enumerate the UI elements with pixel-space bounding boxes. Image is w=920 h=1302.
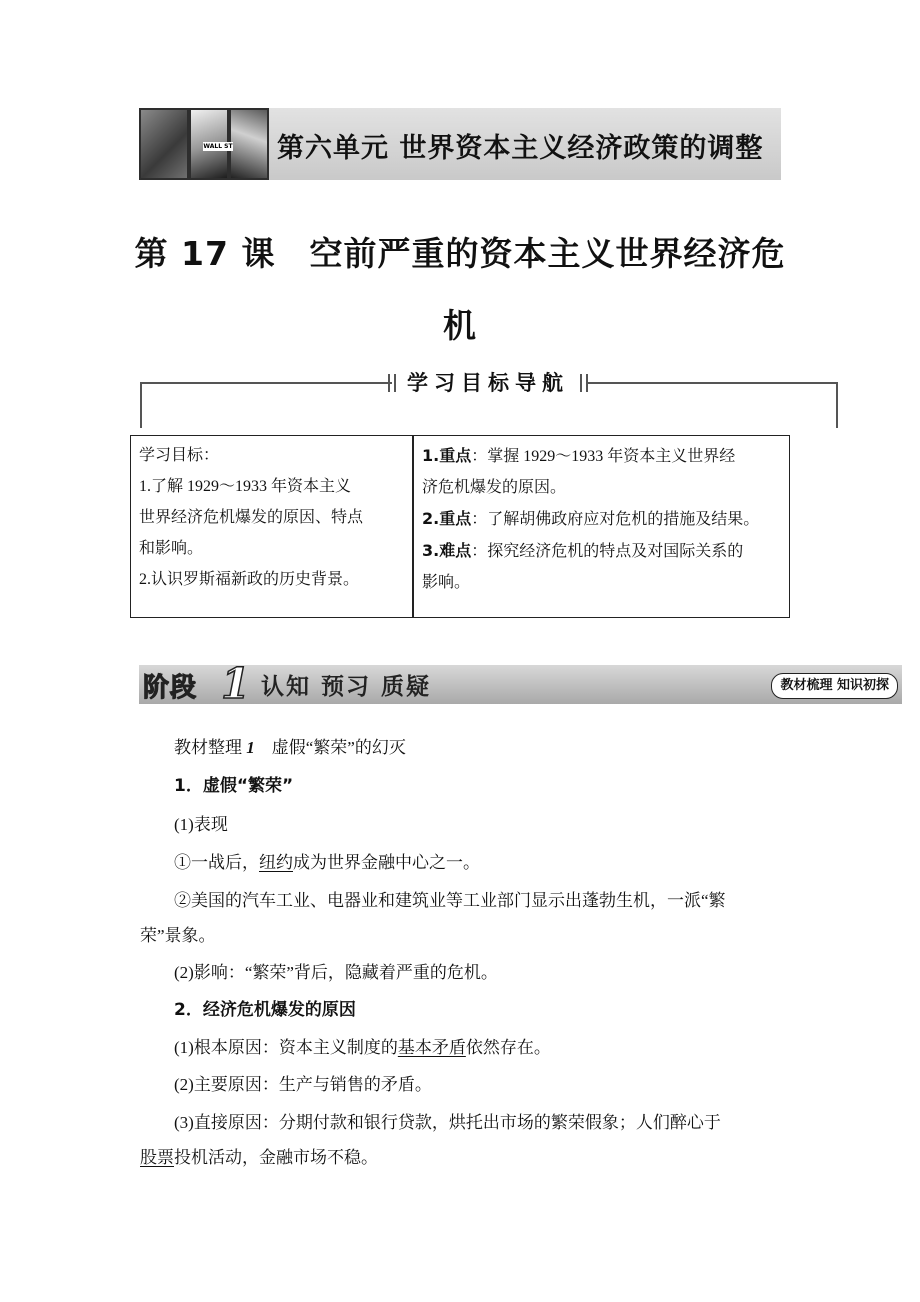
key-point-text: 济危机爆发的原因。 [422, 479, 567, 496]
paragraph [174, 848, 480, 873]
key-point-text: ：了解胡佛政府应对危机的措施及结果。 [471, 511, 760, 528]
underlined-term: 基本矛盾 [397, 1038, 466, 1057]
key-point-num: 3. [422, 541, 440, 560]
unit-title: 第六单元 世界资本主义经济政策的调整 [277, 133, 764, 164]
key-point-text: 影响。 [422, 574, 471, 591]
photo-panel-bull [141, 110, 187, 178]
text: 成为世界金融中心之一。 [293, 853, 480, 872]
goals-line: 和影响。 [139, 540, 204, 557]
text: (1)根本原因：资本主义制度的 [174, 1038, 398, 1057]
unit-banner [139, 108, 781, 180]
stage-number: 1 [221, 659, 251, 708]
section-heading [174, 733, 406, 758]
goals-line: 2.认识罗斯福新政的历史背景。 [139, 571, 360, 588]
paragraph: (2)影响：“繁荣”背后，隐藏着严重的危机。 [174, 963, 498, 982]
lesson-title-line2: 机 [443, 306, 477, 345]
stage-label: 阶段 [143, 673, 198, 703]
key-points-cell [422, 440, 786, 598]
paragraph-continued [140, 1143, 378, 1168]
key-point-tag: 重点 [439, 509, 472, 528]
key-point-text: ：掌握 1929～1933 年资本主义世界经 [471, 448, 736, 465]
section-number: 1 [246, 738, 255, 757]
underlined-term: 纽约 [259, 853, 293, 872]
stage-badge: 教材梳理 知识初探 [771, 673, 898, 699]
key-point-item [422, 535, 786, 567]
key-point-item [422, 440, 786, 472]
header-right-tick [836, 382, 838, 428]
key-point-tag: 难点 [439, 541, 472, 560]
paragraph: (1)表现 [174, 815, 228, 834]
unit-banner-photo [139, 108, 269, 180]
heading-2: 2．经济危机爆发的原因 [174, 1000, 356, 1020]
lesson-title [110, 218, 810, 362]
section-title: 虚假“繁荣”的幻灭 [254, 738, 406, 757]
goals-line: 1.了解 1929～1933 年资本主义 [139, 478, 352, 495]
key-point-num: 1. [422, 446, 440, 465]
header-right-rule [586, 382, 838, 384]
photo-panel-building [231, 110, 267, 178]
header-left-cap [388, 374, 396, 392]
learning-goals-table [130, 435, 790, 618]
key-point-item [422, 503, 786, 535]
text: 投机活动，金融市场不稳。 [174, 1148, 378, 1167]
underlined-term: 股票 [140, 1148, 174, 1167]
paragraph: ②美国的汽车工业、电器业和建筑业等工业部门显示出蓬勃生机，一派“繁 [174, 891, 726, 910]
street-sign: WALL ST [203, 143, 233, 150]
text: 依然存在。 [465, 1038, 551, 1057]
header-left-tick [140, 382, 142, 428]
section-prefix: 教材整理 [174, 738, 247, 757]
goals-cell [139, 440, 405, 595]
header-left-rule [140, 382, 392, 384]
text: ①一战后， [174, 853, 259, 872]
paragraph-continued: 荣”景象。 [140, 926, 216, 945]
paragraph: (2)主要原因：生产与销售的矛盾。 [174, 1075, 432, 1094]
goals-heading: 学习目标： [139, 447, 220, 464]
paragraph [174, 1033, 551, 1058]
key-point-tag: 重点 [439, 446, 472, 465]
key-point-text: ：探究经济危机的特点及对国际关系的 [471, 543, 744, 560]
lesson-title-line1: 第 17 课 空前严重的资本主义世界经济危 [134, 234, 786, 273]
stage-title: 认知 预习 质疑 [261, 674, 432, 700]
learning-goals-header [140, 372, 838, 427]
table-divider [412, 436, 414, 617]
goals-line: 世界经济危机爆发的原因、特点 [139, 509, 364, 526]
paragraph: (3)直接原因：分期付款和银行贷款，烘托出市场的繁荣假象；人们醉心于 [174, 1113, 721, 1132]
heading-1: 1．虚假“繁荣” [174, 776, 294, 796]
learning-goals-label: 学习目标导航 [398, 370, 578, 396]
key-point-num: 2. [422, 509, 440, 528]
stage-bar [139, 659, 902, 708]
